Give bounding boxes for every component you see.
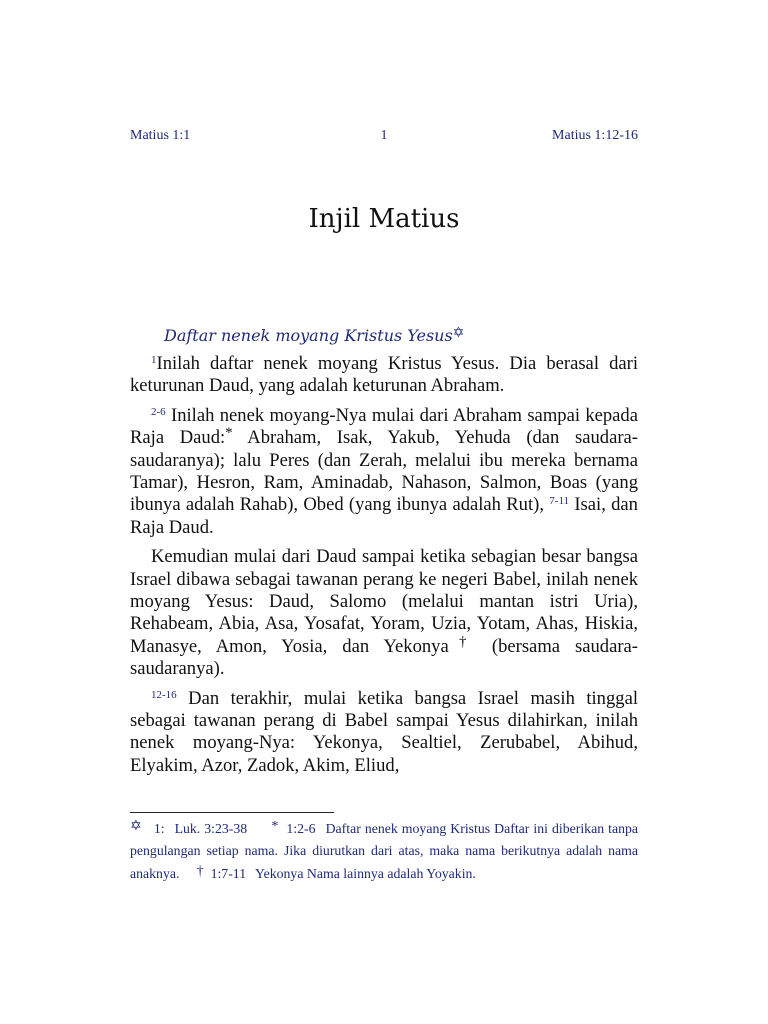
- paragraph-verse-1: [130, 353, 638, 398]
- verse-text: Dan terakhir, mulai ketika bangsa Israel masih tinggal sebagai tawanan perang di Babel sampai Yesus dilahirkan, inilah nenek moyang-Nya: Yekonya, Sealtiel, Zerubabel, Abihud, Elyakim, Azor, Zadok, Akim, Eliud,: [130, 687, 638, 776]
- scripture-body: [130, 353, 638, 784]
- verse-number: 12-16: [151, 688, 177, 701]
- running-header: [130, 128, 638, 148]
- verse-number: 2-6: [151, 406, 166, 419]
- section-heading-text: Daftar nenek moyang Kristus Yesus: [164, 326, 453, 345]
- footnote-asterisk-marker[interactable]: *: [225, 425, 233, 442]
- verse-text: Isai, dan Raja Daud.: [130, 494, 638, 538]
- header-left-reference: Matius 1:1: [130, 128, 191, 143]
- star-of-david-icon: ✡: [130, 819, 142, 834]
- page-number: 1: [380, 128, 388, 143]
- footnote-dagger-marker[interactable]: †: [448, 633, 477, 650]
- footnotes: [130, 818, 638, 885]
- footnote-text: Luk. 3:23-38: [174, 821, 248, 836]
- verse-number: 7-11: [549, 495, 570, 508]
- footnote-text: Daftar nenek moyang Kristus Daftar ini diberikan tanpa pengulangan setiap nama. Jika diurutkan dari atas, maka nama berikutnya adalah nama anaknya.: [130, 821, 639, 881]
- section-heading: [164, 325, 644, 345]
- header-right-reference: Matius 1:12-16: [552, 128, 638, 143]
- footnote-text: Yekonya Nama lainnya adalah Yoyakin.: [255, 865, 476, 881]
- verse-text: Kemudian mulai dari Daud sampai ketika sebagian besar bangsa Israel dibawa sebagai tawanan perang ke negeri Babel, inilah nenek moyang Yesus: Daud, Salomo (melalui mantan istri Uria), Rehabeam, Abia, Asa, Yosafat, Yoram, Uzia, Yotam, Ahas, Hiskia, Manasye, Amon, Yosia, dan Yekonya: [130, 546, 638, 657]
- verse-text: Abraham, Isak, Yakub, Yehuda (dan saudara-saudaranya); lalu Peres (dan Zerah, melalui ibu mereka bernama Tamar), Hesron, Ram, Aminadab, Nahason, Salmon, Boas (yang ibunya adalah Rahab), Obed (yang ibunya adalah Rut),: [130, 427, 638, 516]
- verse-text: Inilah daftar nenek moyang Kristus Yesus. Dia berasal dari keturunan Daud, yang adalah keturunan Abraham.: [130, 353, 638, 397]
- verse-number: 1: [151, 354, 157, 366]
- verse-text: (bersama saudara-saudaranya).: [130, 635, 638, 679]
- footnote-asterisk-marker: *: [271, 819, 279, 834]
- paragraph-verse-2-6: [130, 405, 638, 539]
- paragraph-verse-12-16: [130, 688, 638, 777]
- footnote-dagger-marker: †: [196, 863, 204, 879]
- verse-text: Inilah nenek moyang-Nya mulai dari Abraham sampai kepada Raja Daud:: [130, 405, 638, 449]
- footnote-reference: 1:7-11: [210, 865, 247, 881]
- footnote-divider: [130, 812, 334, 813]
- footnote-reference: 1:2-6: [286, 821, 316, 836]
- book-title: Injil Matius: [308, 204, 460, 234]
- paragraph-continuation: [130, 546, 638, 680]
- footnote-reference: 1:: [153, 821, 165, 836]
- star-of-david-icon[interactable]: ✡: [452, 325, 465, 341]
